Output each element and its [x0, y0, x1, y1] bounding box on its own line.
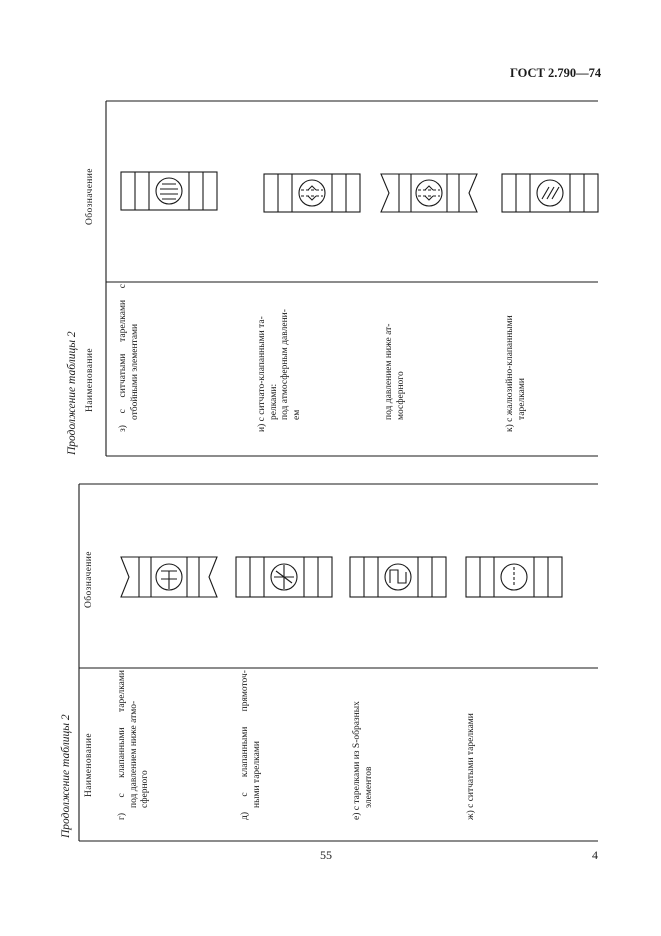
row-line: сферного — [140, 770, 150, 808]
row-line: г) с клапанными тарелками — [117, 670, 127, 820]
table-top-row-i — [257, 284, 303, 432]
row-line: тарелками — [516, 378, 527, 420]
row-line: з) с ситчатыми тарелками с — [118, 284, 128, 432]
table-bottom-row-e — [352, 670, 375, 820]
column-symbol-straight-flow-valve — [236, 557, 332, 597]
row-line: под давлением ниже атмо- — [128, 700, 139, 808]
sheet-number: 4 — [592, 848, 598, 862]
column-symbol-sieve-valve-atmospheric — [264, 174, 360, 212]
table-top-row-z — [118, 284, 141, 432]
table-top-header-name: Наименование — [85, 348, 95, 412]
row-line: и) с ситчато-клапанными та- — [257, 316, 267, 432]
table-bottom-row-d — [240, 670, 263, 820]
table-top-row-k — [505, 284, 528, 432]
row-line: ж) с ситчатыми тарелками — [466, 713, 476, 820]
row-line: ем — [291, 409, 302, 420]
row-line: е) с тарелками из S-образных — [352, 701, 362, 820]
table-top-header-symbol: Обозначение — [85, 168, 95, 225]
column-symbol-valve-vacuum — [121, 557, 217, 597]
row-line: под атмосферным давлени- — [280, 309, 290, 420]
document-code: ГОСТ 2.790—74 — [510, 66, 602, 80]
table-bottom-header-symbol: Обозначение — [84, 551, 94, 608]
table-bottom-row-zh — [466, 670, 478, 820]
row-line: д) с клапанными прямоточ- — [240, 670, 250, 820]
table-top-subtitle: Продолжение таблицы 2 — [66, 331, 78, 455]
column-symbol-sieve-trays — [466, 557, 562, 597]
table-bottom-frame — [79, 484, 598, 841]
row-line: под давлением ниже ат- — [384, 323, 394, 420]
table-top-row-i-vacuum — [384, 284, 407, 420]
table-bottom-header-name: Наименование — [84, 733, 94, 797]
column-symbol-s-shaped-elements — [350, 557, 446, 597]
row-line: ными тарелками — [251, 741, 262, 808]
table-bottom-row-g — [117, 670, 152, 820]
row-line: элементов — [363, 766, 374, 808]
column-symbol-sieve-with-baffles — [121, 172, 217, 210]
row-line: к) с жалюзийно-клапанными — [505, 315, 515, 432]
row-line: релками: — [268, 383, 279, 420]
row-line: мосферного — [395, 371, 406, 420]
column-symbol-sieve-valve-vacuum — [381, 174, 477, 212]
column-symbol-louver-valve — [502, 174, 598, 212]
page-number: 55 — [320, 848, 332, 862]
row-line: отбойными элементами — [129, 323, 140, 420]
table-bottom-subtitle: Продолжение таблицы 2 — [60, 714, 72, 838]
